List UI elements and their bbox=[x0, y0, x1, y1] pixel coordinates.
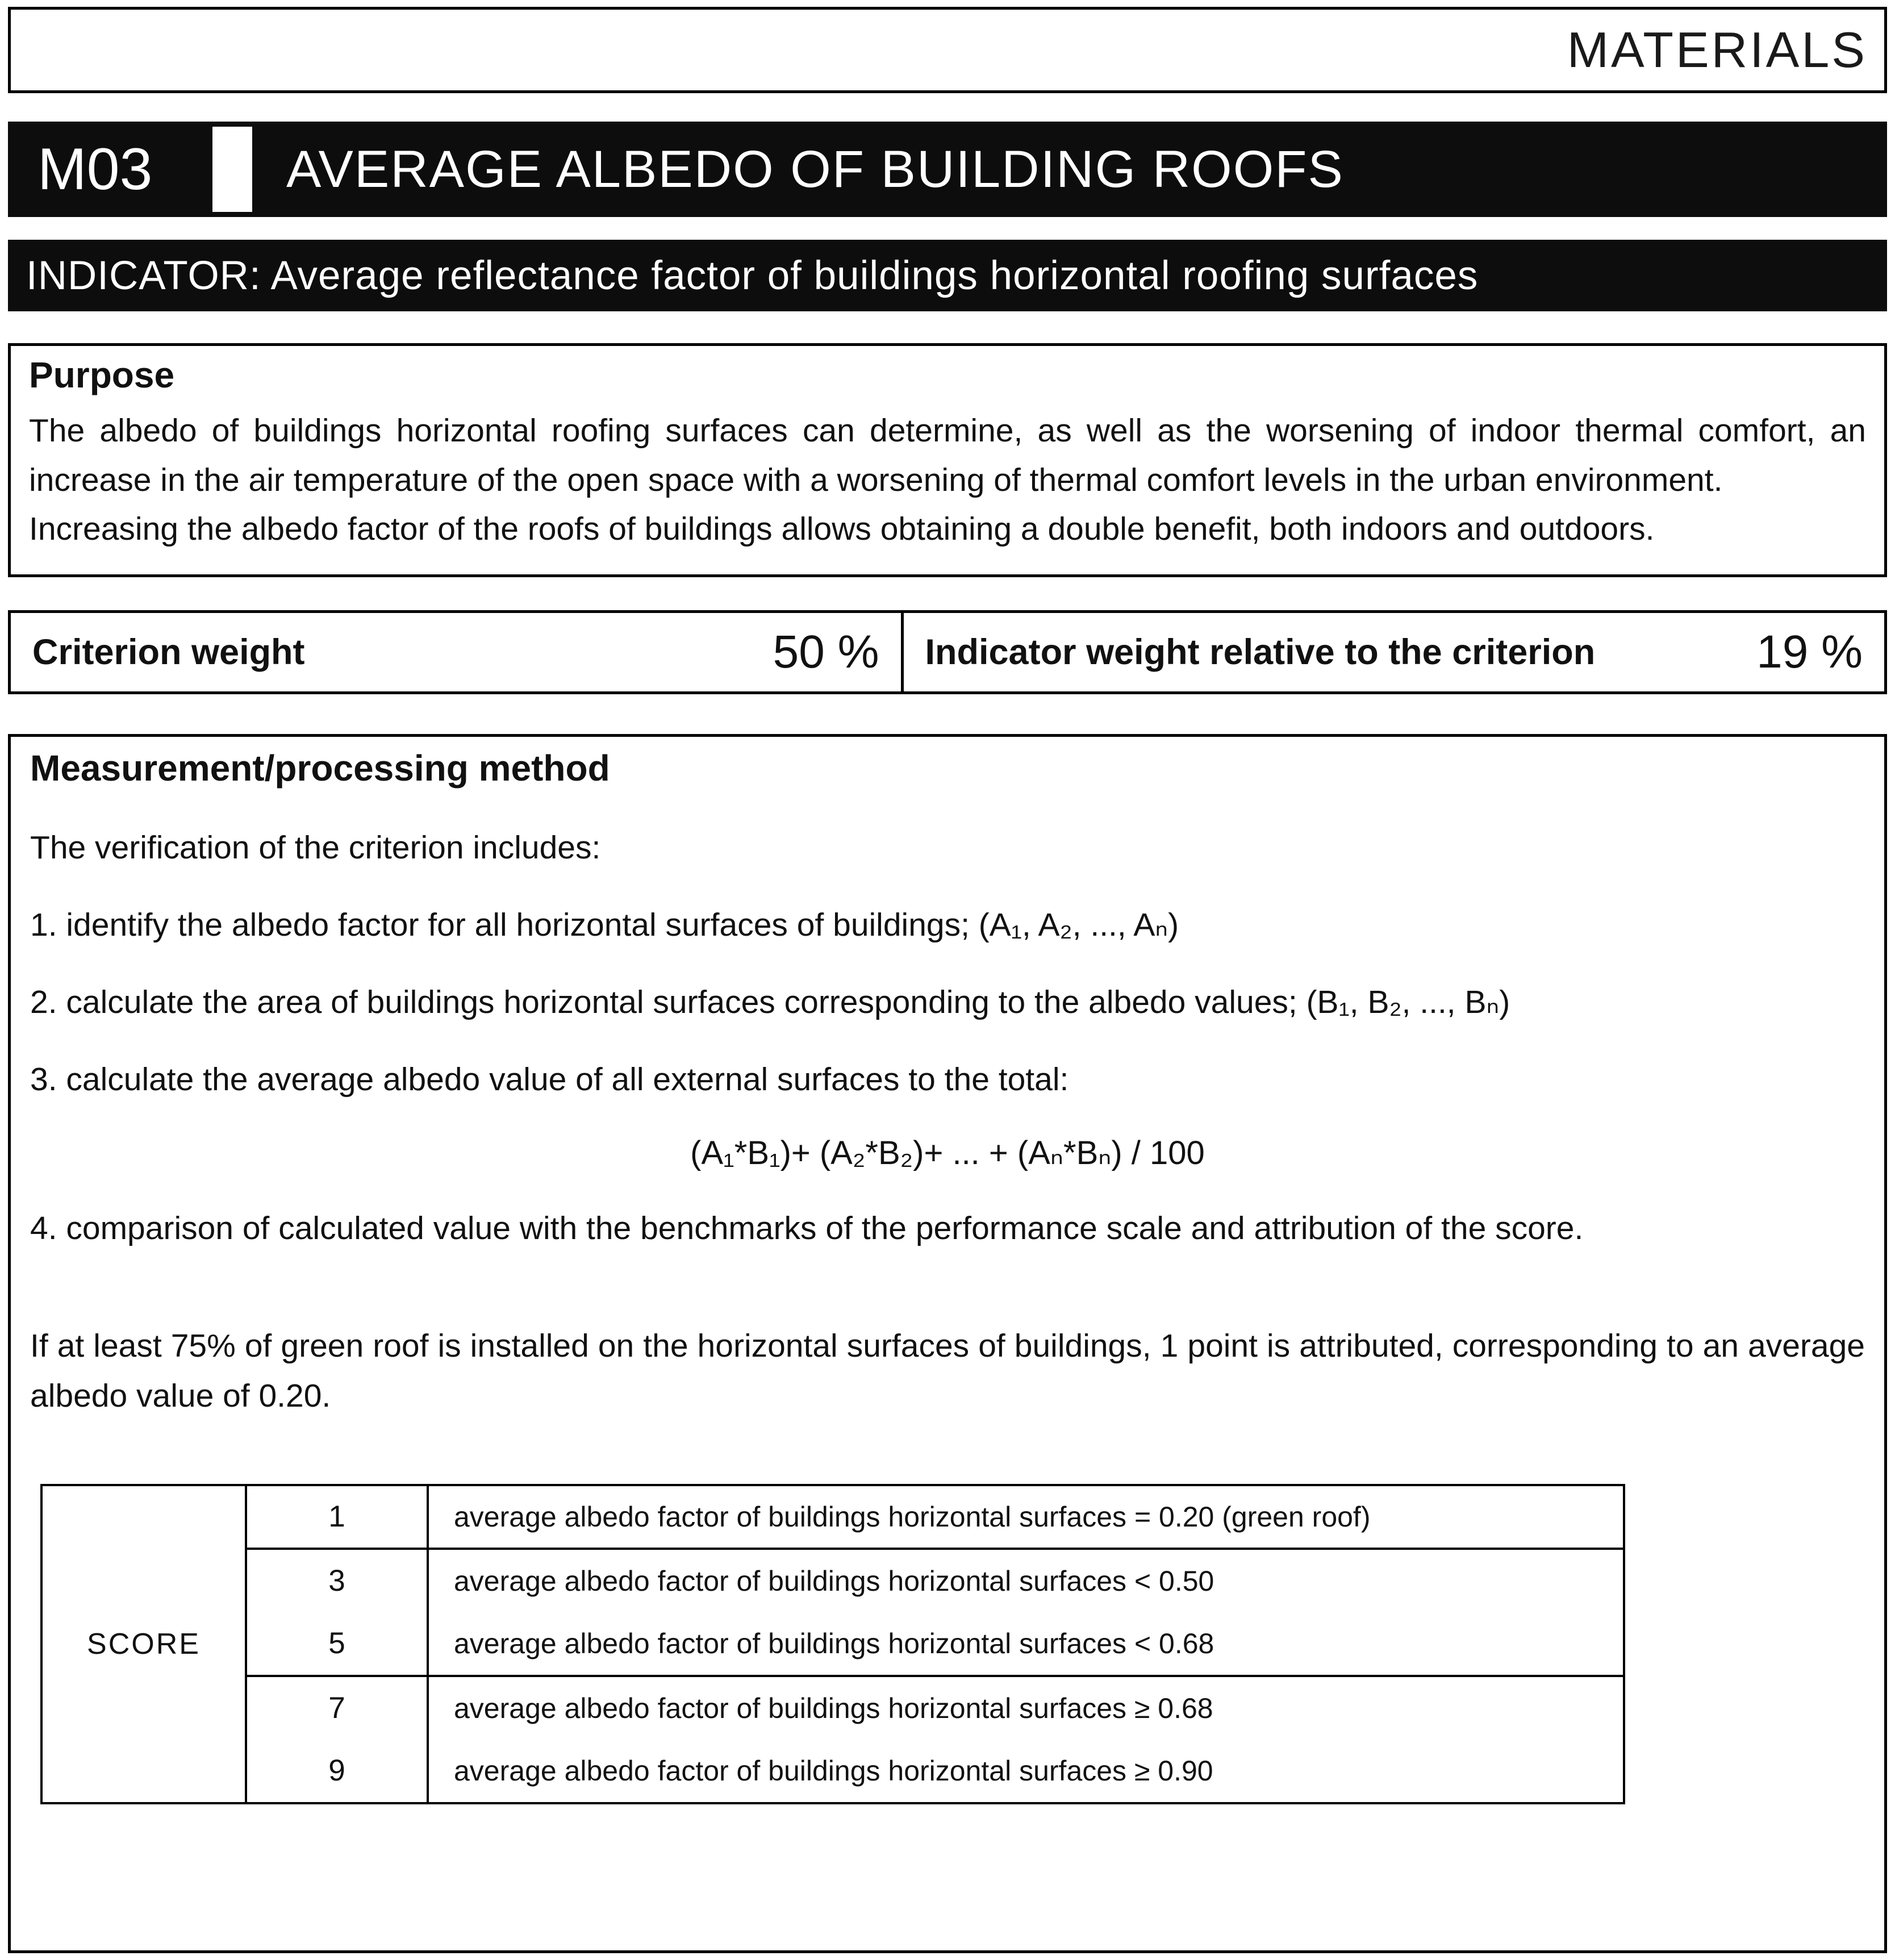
method-step-1: 1. identify the albedo factor for all horizontal surfaces of buildings; (A₁, A₂, ..., Aₙ) bbox=[30, 906, 1179, 943]
materials-header-box bbox=[8, 7, 1887, 93]
score-description-9: average albedo factor of buildings horizontal surfaces ≥ 0.90 bbox=[428, 1740, 1624, 1803]
purpose-paragraph-1: The albedo of buildings horizontal roofing surfaces can determine, as well as the worsening of indoor thermal comfort, an increase in the air temperature of the open space with a worsening of thermal comfort levels in the urban environment. bbox=[29, 412, 1866, 498]
score-value-7: 7 bbox=[246, 1676, 428, 1740]
method-section bbox=[8, 734, 1887, 1953]
score-value-5: 5 bbox=[246, 1612, 428, 1676]
score-description-5: average albedo factor of buildings horizontal surfaces < 0.68 bbox=[428, 1612, 1624, 1676]
method-step-4: 4. comparison of calculated value with the benchmarks of the performance scale and attribution of the score. bbox=[30, 1210, 1584, 1246]
method-step-3: 3. calculate the average albedo value of all external surfaces to the total: bbox=[30, 1061, 1069, 1098]
method-heading: Measurement/processing method bbox=[30, 747, 610, 789]
indicator-weight-value: 19 % bbox=[1756, 625, 1863, 678]
purpose-paragraph-2: Increasing the albedo factor of the roofs of buildings allows obtaining a double benefit, both indoors and outdoors. bbox=[29, 511, 1655, 548]
criterion-weight-value: 50 % bbox=[773, 625, 879, 678]
title-separator-block bbox=[212, 127, 252, 212]
score-value-3: 3 bbox=[246, 1549, 428, 1612]
method-intro: The verification of the criterion includes: bbox=[30, 829, 601, 866]
score-row-9 bbox=[41, 1740, 1624, 1803]
score-description-7: average albedo factor of buildings horizontal surfaces ≥ 0.68 bbox=[428, 1676, 1624, 1740]
score-value-9: 9 bbox=[246, 1740, 428, 1803]
purpose-heading: Purpose bbox=[29, 355, 175, 395]
score-description-3: average albedo factor of buildings horizontal surfaces < 0.50 bbox=[428, 1549, 1624, 1612]
criterion-weight-label: Criterion weight bbox=[32, 632, 305, 672]
score-table bbox=[40, 1484, 1625, 1804]
score-table-row-header: SCORE bbox=[87, 1627, 201, 1661]
indicator-weight-cell bbox=[901, 613, 1884, 691]
score-row-5 bbox=[41, 1612, 1624, 1676]
criterion-weight-cell bbox=[11, 613, 901, 691]
score-value-1: 1 bbox=[246, 1485, 428, 1549]
score-row-7 bbox=[41, 1676, 1624, 1740]
green-roof-note: If at least 75% of green roof is installed on the horizontal surfaces of buildings, 1 point is attributed, corresponding to an average albedo value of 0.20. bbox=[30, 1327, 1865, 1415]
title-bar bbox=[8, 122, 1887, 217]
indicator-text: INDICATOR: Average reflectance factor of buildings horizontal roofing surfaces bbox=[26, 253, 1479, 298]
score-row-3 bbox=[41, 1549, 1624, 1612]
indicator-weight-label: Indicator weight relative to the criterion bbox=[925, 632, 1596, 672]
score-description-1: average albedo factor of buildings horizontal surfaces = 0.20 (green roof) bbox=[428, 1485, 1624, 1549]
indicator-bar bbox=[8, 240, 1887, 311]
score-row-1 bbox=[41, 1485, 1624, 1549]
criterion-code: M03 bbox=[37, 136, 153, 202]
albedo-formula: (A₁*B₁)+ (A₂*B₂)+ ... + (Aₙ*Bₙ) / 100 bbox=[690, 1134, 1205, 1171]
purpose-section bbox=[8, 343, 1887, 577]
method-step-2: 2. calculate the area of buildings horizontal surfaces corresponding to the albedo values; (B₁, B₂, ..., Bₙ) bbox=[30, 983, 1510, 1020]
weights-row bbox=[8, 610, 1887, 694]
page-title: AVERAGE ALBEDO OF BUILDING ROOFS bbox=[286, 140, 1344, 198]
materials-label: MATERIALS bbox=[1567, 22, 1867, 78]
